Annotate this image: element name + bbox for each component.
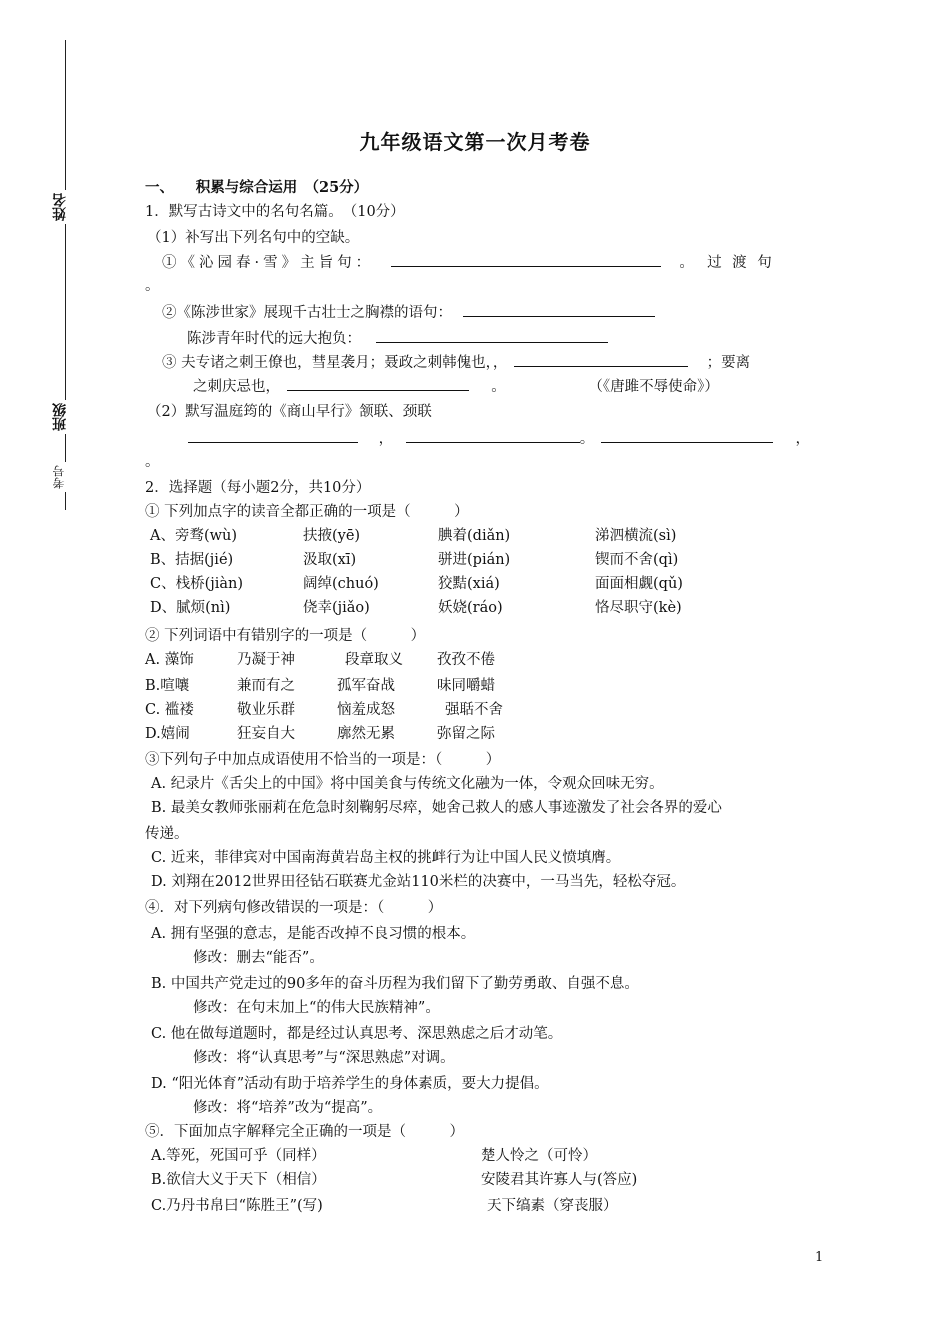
name-label: 姓名 (50, 190, 70, 224)
option-cell: 乃凝于神 (237, 652, 295, 668)
option-cell: 弥留之际 (437, 726, 495, 742)
option-cell: C. 褴褛 (145, 702, 194, 718)
question-2-3: ③下列句子中加点成语使用不恰当的一项是：（ ） (145, 752, 501, 768)
q2-4-c: C. 他在做每道题时，都是经过认真思考、深思熟虑之后才动笔。 (151, 1026, 563, 1042)
q2-4-a: A. 拥有坚强的意志，是能否改掉不良习惯的根本。 (151, 926, 476, 942)
option-cell: 侥幸(jiǎo) (303, 600, 370, 616)
option-cell: 狂妄自大 (237, 726, 295, 742)
q1-1c2: 之刺庆忌也， 。 （《唐雎不辱使命》） (193, 376, 719, 397)
question-2-1: ① 下列加点字的读音全都正确的一项是（ ） (145, 504, 469, 520)
option-cell: 扶掖(yē) (303, 528, 361, 544)
question-2-4: ④．对下列病句修改错误的一项是：（ ） (145, 900, 443, 916)
q2-3-a: A. 纪录片《舌尖上的中国》将中国美食与传统文化融为一体，令观众回味无穷。 (151, 776, 664, 792)
option-cell: 兼而有之 (237, 678, 295, 694)
option-cell: 强聒不舍 (445, 702, 503, 718)
option-cell: D.嬉闹 (145, 726, 190, 742)
option-cell: 孜孜不倦 (437, 652, 495, 668)
binding-line (65, 40, 66, 510)
page-number: 1 (815, 1250, 824, 1265)
page-title: 九年级语文第一次月考卷 (359, 130, 591, 154)
option-cell: 面面相觑(qǔ) (595, 576, 683, 592)
q2-4-b: B. 中国共产党走过的90多年的奋斗历程为我们留下了勤劳勇敢、自强不息。 (151, 976, 639, 992)
option-cell: C、栈桥(jiàn) (150, 576, 244, 592)
q2-4-b-fix: 修改：在句末加上“的伟大民族精神”。 (193, 1000, 440, 1016)
q1-1a: ①《沁园春·雪》主旨句： 。 过 渡 句 (162, 252, 775, 273)
class-label: 班级 (50, 400, 70, 434)
option-cell: A. 藻饰 (145, 652, 194, 668)
question-1-1: （1）补写出下列名句中的空缺。 (147, 230, 360, 246)
option-cell: 天下缟素（穿丧服） (487, 1198, 618, 1214)
option-cell: 廓然无累 (337, 726, 395, 742)
binding-margin (46, 0, 86, 600)
answer-blank[interactable] (601, 428, 773, 443)
q2-4-d-fix: 修改：将“培养”改为“提高”。 (193, 1100, 383, 1116)
option-cell: 狡黠(xiá) (438, 576, 500, 592)
q2-4-c-fix: 修改：将“认真思考”与“深思熟虑”对调。 (193, 1050, 455, 1066)
q1-1b: ②《陈涉世家》展现千古壮士之胸襟的语句： (162, 302, 655, 323)
q2-3-c: C. 近来，菲律宾对中国南海黄岩岛主权的挑衅行为让中国人民义愤填膺。 (151, 850, 621, 866)
option-cell: 妖娆(ráo) (438, 600, 503, 616)
option-cell: 段章取义 (345, 652, 403, 668)
option-cell: 阔绰(chuó) (303, 576, 379, 592)
option-cell: B.喧嚷 (145, 678, 190, 694)
option-cell: 敬业乐群 (237, 702, 295, 718)
option-cell: 锲而不舍(qì) (595, 552, 679, 568)
option-cell: 孤军奋战 (337, 678, 395, 694)
q1-1a-end: 。 (145, 278, 160, 294)
option-cell: 楚人怜之（可怜） (481, 1148, 597, 1164)
option-cell: A、旁骛(wù) (150, 528, 238, 544)
option-cell: 恪尽职守(kè) (595, 600, 682, 616)
option-cell: B.欲信大义于天下（相信） (151, 1172, 326, 1188)
q2-4-d: D. “阳光体育”活动有助于培养学生的身体素质，要大力提倡。 (151, 1076, 549, 1092)
option-cell: 腆着(diǎn) (438, 528, 511, 544)
answer-blank[interactable] (376, 328, 608, 343)
option-cell: C.乃丹书帛曰“陈胜王”(写) (151, 1198, 323, 1214)
option-cell: 安陵君其许寡人与(答应) (481, 1172, 638, 1188)
q1-2-end: 。 (145, 454, 160, 470)
q2-4-a-fix: 修改：删去“能否”。 (193, 950, 324, 966)
answer-blank[interactable] (391, 252, 661, 267)
q1-2-blanks: ， 。 ， (188, 428, 810, 449)
answer-blank[interactable] (188, 428, 358, 443)
option-cell: B、拮据(jié) (150, 552, 234, 568)
option-cell: 味同嚼蜡 (437, 678, 495, 694)
answer-blank[interactable] (406, 428, 580, 443)
q1-1c: ③ 夫专诸之刺王僚也，彗星袭月；聂政之刺韩傀也，， ；要离 (162, 352, 750, 373)
question-2-5: ⑤．下面加点字解释完全正确的一项是（ ） (145, 1124, 464, 1140)
answer-blank[interactable] (287, 376, 469, 391)
q2-3-b: B. 最美女教师张丽莉在危急时刻鞠躬尽瘁，她舍己救人的感人事迹激发了社会各界的爱心 (151, 800, 722, 816)
option-cell: 汲取(xī) (303, 552, 357, 568)
option-cell: A.等死，死国可乎（同样） (151, 1148, 326, 1164)
question-1-2: （2）默写温庭筠的《商山早行》颔联、颈联 (147, 404, 432, 420)
option-cell: 骈进(pián) (438, 552, 511, 568)
answer-blank[interactable] (463, 302, 655, 317)
option-cell: 涕泗横流(sì) (595, 528, 677, 544)
answer-blank[interactable] (514, 352, 688, 367)
question-2-2: ② 下列词语中有错别字的一项是（ ） (145, 628, 426, 644)
question-2: 2．选择题（每小题2分，共10分） (145, 480, 371, 496)
section-heading: 一、 积累与综合运用 （25分） (145, 179, 369, 196)
option-cell: D、腻烦(nì) (150, 600, 231, 616)
option-cell: 恼羞成怒 (337, 702, 395, 718)
q1-1b2: 陈涉青年时代的远大抱负： (187, 328, 608, 349)
exam-number-label: 考号 (50, 462, 67, 492)
q2-3-d: D. 刘翔在2012世界田径钻石联赛尤金站110米栏的决赛中，一马当先，轻松夺冠。 (151, 874, 686, 890)
question-1: 1．默写古诗文中的名句名篇。 （10分） (145, 204, 405, 220)
q2-3-b2: 传递。 (145, 826, 189, 842)
